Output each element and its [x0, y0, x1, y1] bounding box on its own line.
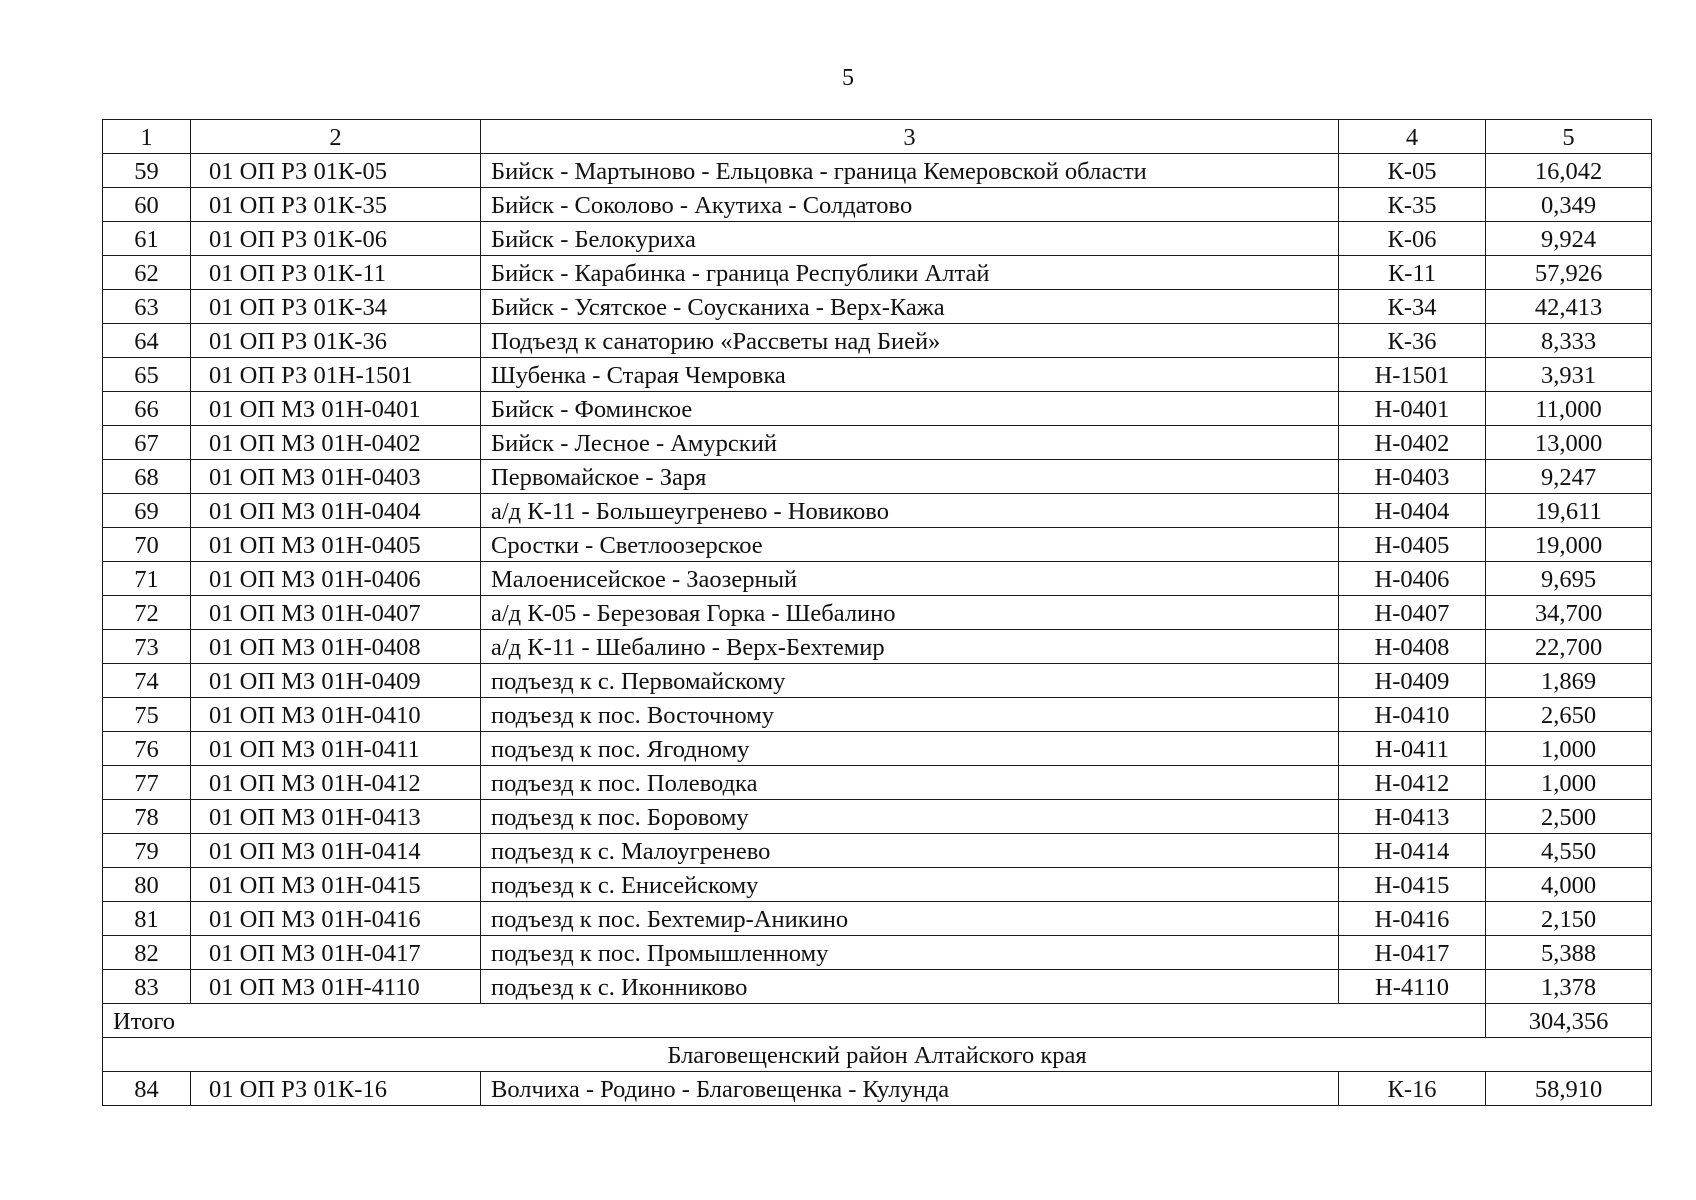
road-id-cell: 01 ОП МЗ 01Н-0401 [191, 392, 481, 426]
road-code-cell: Н-0404 [1339, 494, 1486, 528]
table-row [103, 528, 1652, 562]
road-length-cell: 16,042 [1486, 154, 1652, 188]
road-id-cell: 01 ОП РЗ 01К-36 [191, 324, 481, 358]
row-number-cell: 68 [103, 460, 191, 494]
table-row [103, 596, 1652, 630]
road-code-cell: К-05 [1339, 154, 1486, 188]
table-row [103, 630, 1652, 664]
row-number-cell: 63 [103, 290, 191, 324]
road-code-cell: К-35 [1339, 188, 1486, 222]
road-name-cell: Подъезд к санаторию «Рассветы над Бией» [481, 324, 1339, 358]
road-id-cell: 01 ОП МЗ 01Н-0410 [191, 698, 481, 732]
road-name-cell: подъезд к с. Енисейскому [481, 868, 1339, 902]
road-length-cell: 42,413 [1486, 290, 1652, 324]
road-code-cell: Н-0402 [1339, 426, 1486, 460]
road-code-cell: Н-0407 [1339, 596, 1486, 630]
header-col-2: 2 [191, 120, 481, 154]
row-number-cell: 80 [103, 868, 191, 902]
row-number-cell: 77 [103, 766, 191, 800]
row-number-cell: 79 [103, 834, 191, 868]
table-row [103, 868, 1652, 902]
road-id-cell: 01 ОП МЗ 01Н-0411 [191, 732, 481, 766]
road-code-cell: Н-0415 [1339, 868, 1486, 902]
roads-table [102, 119, 1652, 1106]
road-code-cell: Н-0403 [1339, 460, 1486, 494]
road-name-cell: а/д К-05 - Березовая Горка - Шебалино [481, 596, 1339, 630]
road-length-cell: 4,000 [1486, 868, 1652, 902]
road-id-cell: 01 ОП МЗ 01Н-0412 [191, 766, 481, 800]
row-number-cell: 62 [103, 256, 191, 290]
row-number-cell: 81 [103, 902, 191, 936]
row-number-cell: 75 [103, 698, 191, 732]
road-code-cell: Н-0412 [1339, 766, 1486, 800]
road-name-cell: Бийск - Мартыново - Ельцовка - граница Кемеровской области [481, 154, 1339, 188]
table-header-row [103, 120, 1652, 154]
road-code-cell: Н-0416 [1339, 902, 1486, 936]
road-id-cell: 01 ОП РЗ 01К-06 [191, 222, 481, 256]
row-number-cell: 59 [103, 154, 191, 188]
road-id-cell: 01 ОП МЗ 01Н-0402 [191, 426, 481, 460]
row-number-cell: 71 [103, 562, 191, 596]
road-length-cell: 9,695 [1486, 562, 1652, 596]
row-number-cell: 69 [103, 494, 191, 528]
road-length-cell: 22,700 [1486, 630, 1652, 664]
road-name-cell: а/д К-11 - Шебалино - Верх-Бехтемир [481, 630, 1339, 664]
road-code-cell: Н-1501 [1339, 358, 1486, 392]
road-name-cell: подъезд к пос. Ягодному [481, 732, 1339, 766]
road-length-cell: 8,333 [1486, 324, 1652, 358]
road-length-cell: 57,926 [1486, 256, 1652, 290]
table-row [103, 766, 1652, 800]
row-number-cell: 78 [103, 800, 191, 834]
road-length-cell: 19,611 [1486, 494, 1652, 528]
row-number-cell: 82 [103, 936, 191, 970]
row-number-cell: 64 [103, 324, 191, 358]
road-code-cell: К-06 [1339, 222, 1486, 256]
row-number-cell: 76 [103, 732, 191, 766]
road-name-cell: подъезд к пос. Полеводка [481, 766, 1339, 800]
table-row [103, 426, 1652, 460]
table-row [103, 222, 1652, 256]
road-name-cell: подъезд к пос. Бехтемир-Аникино [481, 902, 1339, 936]
road-length-cell: 2,500 [1486, 800, 1652, 834]
road-code-cell: Н-0414 [1339, 834, 1486, 868]
road-code-cell: Н-0413 [1339, 800, 1486, 834]
row-number-cell: 65 [103, 358, 191, 392]
header-col-5: 5 [1486, 120, 1652, 154]
total-value: 304,356 [1486, 1004, 1652, 1038]
table-row [103, 902, 1652, 936]
road-length-cell: 19,000 [1486, 528, 1652, 562]
section-title: Благовещенский район Алтайского края [103, 1038, 1652, 1072]
road-id-cell: 01 ОП МЗ 01Н-0404 [191, 494, 481, 528]
road-id-cell: 01 ОП МЗ 01Н-0413 [191, 800, 481, 834]
section-row [103, 1038, 1652, 1072]
total-label: Итого [103, 1004, 1486, 1038]
road-code-cell: Н-0410 [1339, 698, 1486, 732]
road-id-cell: 01 ОП МЗ 01Н-0405 [191, 528, 481, 562]
row-number-cell: 60 [103, 188, 191, 222]
road-id-cell: 01 ОП МЗ 01Н-4110 [191, 970, 481, 1004]
road-id-cell: 01 ОП МЗ 01Н-0415 [191, 868, 481, 902]
road-name-cell: Бийск - Карабинка - граница Республики Алтай [481, 256, 1339, 290]
row-number-cell: 67 [103, 426, 191, 460]
table-row [103, 834, 1652, 868]
table-row [103, 460, 1652, 494]
road-length-cell: 3,931 [1486, 358, 1652, 392]
table-row [103, 664, 1652, 698]
road-name-cell: Первомайское - Заря [481, 460, 1339, 494]
road-code-cell: К-16 [1339, 1072, 1486, 1106]
table-row [103, 800, 1652, 834]
row-number-cell: 83 [103, 970, 191, 1004]
road-length-cell: 1,869 [1486, 664, 1652, 698]
road-id-cell: 01 ОП МЗ 01Н-0417 [191, 936, 481, 970]
road-name-cell: подъезд к пос. Промышленному [481, 936, 1339, 970]
header-col-4: 4 [1339, 120, 1486, 154]
table-row [103, 154, 1652, 188]
road-code-cell: К-11 [1339, 256, 1486, 290]
road-code-cell: Н-0409 [1339, 664, 1486, 698]
road-length-cell: 58,910 [1486, 1072, 1652, 1106]
road-length-cell: 4,550 [1486, 834, 1652, 868]
road-length-cell: 0,349 [1486, 188, 1652, 222]
road-name-cell: Бийск - Соколово - Акутиха - Солдатово [481, 188, 1339, 222]
row-number-cell: 66 [103, 392, 191, 426]
road-length-cell: 5,388 [1486, 936, 1652, 970]
table-row [103, 732, 1652, 766]
road-id-cell: 01 ОП МЗ 01Н-0403 [191, 460, 481, 494]
road-id-cell: 01 ОП МЗ 01Н-0408 [191, 630, 481, 664]
road-code-cell: К-36 [1339, 324, 1486, 358]
row-number-cell: 72 [103, 596, 191, 630]
road-id-cell: 01 ОП РЗ 01К-16 [191, 1072, 481, 1106]
table-row [103, 358, 1652, 392]
header-col-3: 3 [481, 120, 1339, 154]
road-length-cell: 2,650 [1486, 698, 1652, 732]
table-row [103, 1072, 1652, 1106]
table-row [103, 936, 1652, 970]
table-row [103, 698, 1652, 732]
table-row [103, 562, 1652, 596]
road-id-cell: 01 ОП РЗ 01К-11 [191, 256, 481, 290]
row-number-cell: 70 [103, 528, 191, 562]
road-name-cell: подъезд к с. Иконниково [481, 970, 1339, 1004]
road-code-cell: Н-0417 [1339, 936, 1486, 970]
road-name-cell: подъезд к пос. Боровому [481, 800, 1339, 834]
road-id-cell: 01 ОП РЗ 01К-34 [191, 290, 481, 324]
road-length-cell: 1,378 [1486, 970, 1652, 1004]
road-id-cell: 01 ОП РЗ 01К-35 [191, 188, 481, 222]
road-length-cell: 9,247 [1486, 460, 1652, 494]
road-length-cell: 13,000 [1486, 426, 1652, 460]
road-id-cell: 01 ОП МЗ 01Н-0407 [191, 596, 481, 630]
road-code-cell: К-34 [1339, 290, 1486, 324]
road-name-cell: Сростки - Светлоозерское [481, 528, 1339, 562]
row-number-cell: 84 [103, 1072, 191, 1106]
road-code-cell: Н-0408 [1339, 630, 1486, 664]
road-id-cell: 01 ОП МЗ 01Н-0406 [191, 562, 481, 596]
road-name-cell: Бийск - Фоминское [481, 392, 1339, 426]
road-id-cell: 01 ОП РЗ 01Н-1501 [191, 358, 481, 392]
road-length-cell: 34,700 [1486, 596, 1652, 630]
road-name-cell: Малоенисейское - Заозерный [481, 562, 1339, 596]
road-name-cell: подъезд к с. Малоугренево [481, 834, 1339, 868]
road-name-cell: подъезд к пос. Восточному [481, 698, 1339, 732]
table-body [103, 154, 1652, 1106]
table-row [103, 188, 1652, 222]
total-row [103, 1004, 1652, 1038]
road-code-cell: Н-4110 [1339, 970, 1486, 1004]
row-number-cell: 73 [103, 630, 191, 664]
road-name-cell: Шубенка - Старая Чемровка [481, 358, 1339, 392]
road-name-cell: Бийск - Белокуриха [481, 222, 1339, 256]
road-name-cell: а/д К-11 - Большеугренево - Новиково [481, 494, 1339, 528]
header-col-1: 1 [103, 120, 191, 154]
table-row [103, 494, 1652, 528]
road-name-cell: Бийск - Лесное - Амурский [481, 426, 1339, 460]
road-length-cell: 1,000 [1486, 732, 1652, 766]
road-id-cell: 01 ОП МЗ 01Н-0414 [191, 834, 481, 868]
road-name-cell: Волчиха - Родино - Благовещенка - Кулунда [481, 1072, 1339, 1106]
row-number-cell: 61 [103, 222, 191, 256]
table-row [103, 970, 1652, 1004]
table-row [103, 392, 1652, 426]
table-row [103, 256, 1652, 290]
road-length-cell: 1,000 [1486, 766, 1652, 800]
road-name-cell: Бийск - Усятское - Соусканиха - Верх-Кажа [481, 290, 1339, 324]
road-id-cell: 01 ОП МЗ 01Н-0409 [191, 664, 481, 698]
table-row [103, 290, 1652, 324]
row-number-cell: 74 [103, 664, 191, 698]
road-code-cell: Н-0411 [1339, 732, 1486, 766]
table-row [103, 324, 1652, 358]
page-number: 5 [842, 65, 854, 91]
road-length-cell: 9,924 [1486, 222, 1652, 256]
road-name-cell: подъезд к с. Первомайскому [481, 664, 1339, 698]
road-code-cell: Н-0405 [1339, 528, 1486, 562]
road-id-cell: 01 ОП МЗ 01Н-0416 [191, 902, 481, 936]
road-code-cell: Н-0401 [1339, 392, 1486, 426]
road-code-cell: Н-0406 [1339, 562, 1486, 596]
road-length-cell: 2,150 [1486, 902, 1652, 936]
road-id-cell: 01 ОП РЗ 01К-05 [191, 154, 481, 188]
road-length-cell: 11,000 [1486, 392, 1652, 426]
